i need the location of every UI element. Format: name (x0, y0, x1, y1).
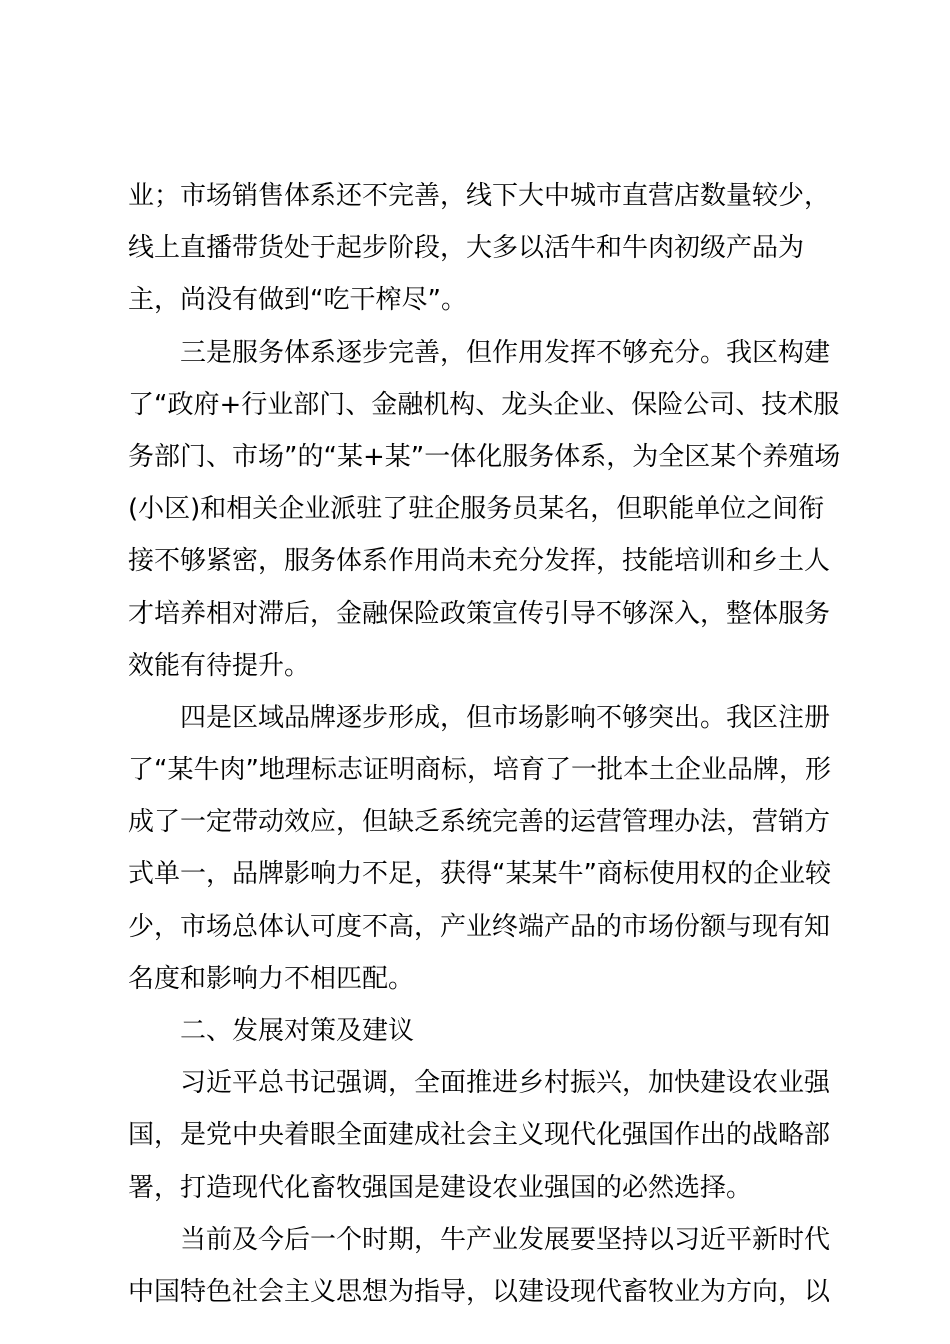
text-line: 才培养相对滞后，金融保险政策宣传引导不够深入，整体服务 (128, 598, 831, 629)
paragraph-first-line: 三是服务体系逐步完善，但作用发挥不够充分。我区构建 (180, 337, 831, 368)
document-body (128, 170, 841, 1318)
text-line: 效能有待提升。 (128, 650, 311, 681)
text-line: 线上直播带货处于起步阶段，大多以活牛和牛肉初级产品为 (128, 233, 805, 264)
paragraph-first-line: 习近平总书记强调，全面推进乡村振兴，加快建设农业强 (180, 1068, 831, 1099)
text-line: 业；市场销售体系还不完善，线下大中城市直营店数量较少， (128, 181, 831, 211)
text-line: 接不够紧密，服务体系作用尚未充分发挥，技能培训和乡土人 (128, 546, 831, 577)
section-heading: 二、发展对策及建议 (180, 1016, 415, 1046)
paragraph-first-line: 四是区域品牌逐步形成，但市场影响不够突出。我区注册 (180, 702, 831, 733)
text-line: 务部门、市场”的“某+某”一体化服务体系，为全区某个养殖场 (128, 441, 841, 472)
text-line: 主，尚没有做到“吃干榨尽”。 (128, 285, 467, 316)
paragraph-first-line: 当前及今后一个时期，牛产业发展要坚持以习近平新时代 (180, 1224, 831, 1255)
text-line: 名度和影响力不相匹配。 (128, 963, 415, 994)
text-line: 署，打造现代化畜牧强国是建设农业强国的必然选择。 (128, 1172, 753, 1203)
text-line: (小区)和相关企业派驻了驻企服务员某名，但职能单位之间衔 (128, 494, 825, 525)
text-line: 了“某牛肉”地理标志证明商标，培育了一批本土企业品牌，形 (128, 755, 831, 786)
text-line: 国，是党中央着眼全面建成社会主义现代化强国作出的战略部 (128, 1120, 831, 1151)
text-line: 少，市场总体认可度不高，产业终端产品的市场份额与现有知 (128, 911, 831, 942)
text-line: 成了一定带动效应，但缺乏系统完善的运营管理办法，营销方 (128, 807, 831, 838)
text-line: 式单一，品牌影响力不足，获得“某某牛”商标使用权的企业较 (128, 859, 831, 890)
text-line: 了“政府+行业部门、金融机构、龙头企业、保险公司、技术服 (128, 389, 840, 420)
text-line: 中国特色社会主义思想为指导，以建设现代畜牧业为方向，以 (128, 1276, 831, 1307)
